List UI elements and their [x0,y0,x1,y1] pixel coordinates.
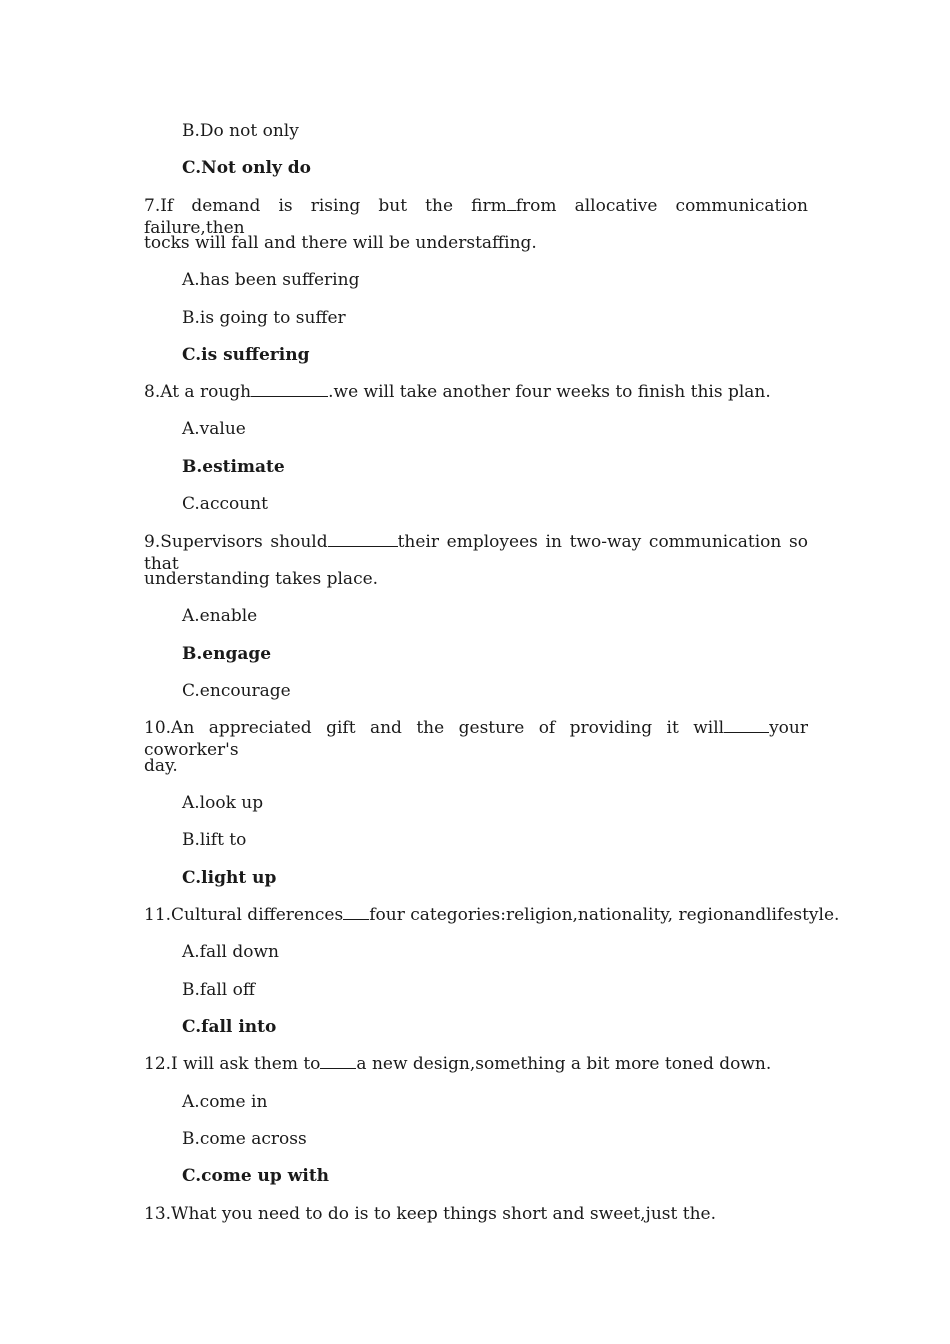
q10-blank [724,717,769,733]
q9-stem-line2: understanding takes place. [144,569,379,589]
q9-blank [328,531,398,547]
q8-blank [251,381,328,397]
q12-stem [144,1053,808,1075]
q12-blank [320,1053,356,1069]
q7-stem-line2: tocks will fall and there will be understaffing. [144,233,537,253]
q6-option-b: B.Do not only [182,121,299,141]
q7-option-c-answer: C.is suffering [182,345,310,365]
q11-stem-part2: four categories:religion,nationality, regionandlifestyle. [369,905,840,925]
q8-stem [144,381,808,403]
q13-stem: 13.What you need to do is to keep things short and sweet,just the. [144,1204,716,1224]
q11-option-a: A.fall down [182,942,280,962]
q8-option-b-answer: B.estimate [182,457,285,477]
q12-stem-part2: a new design,something a bit more toned down. [356,1054,772,1074]
q9-option-b-answer: B.engage [182,644,272,664]
q9-stem-part2: their employees in two-way communication so that [144,532,808,574]
q7-stem-part1: 7.If demand is rising but the firm [144,196,507,216]
q7-blank [507,195,516,211]
q11-blank [343,904,369,920]
q9-option-a: A.enable [182,606,258,626]
q11-option-b: B.fall off [182,980,255,1000]
q8-stem-part2: .we will take another four weeks to finish this plan. [328,382,771,402]
q8-stem-part1: 8.At a rough [144,382,252,402]
q9-stem-part1: 9.Supervisors should [144,532,328,552]
q7-option-b: B.is going to suffer [182,308,346,328]
q8-option-a: A.value [182,419,246,439]
q10-option-c-answer: C.light up [182,868,277,888]
q7-stem-part2: from allocative communication failure,then [144,196,808,238]
q7-option-a: A.has been suffering [182,270,360,290]
q12-option-a: A.come in [182,1092,268,1112]
q10-stem-part1: 10.An appreciated gift and the gesture of providing it will [144,718,725,738]
q12-stem-part1: 12.I will ask them to [144,1054,321,1074]
q12-option-c-answer: C.come up with [182,1166,330,1186]
q10-stem-line2: day. [144,756,178,776]
q8-option-c: C.account [182,494,268,514]
q9-option-c: C.encourage [182,681,291,701]
q11-stem-part1: 11.Cultural differences [144,905,344,925]
q10-option-a: A.look up [182,793,264,813]
q10-option-b: B.lift to [182,830,247,850]
q10-stem-part2: your coworker's [144,718,808,760]
q6-option-c-answer: C.Not only do [182,158,311,178]
q11-option-c-answer: C.fall into [182,1017,277,1037]
q11-stem [144,904,840,926]
q12-option-b: B.come across [182,1129,307,1149]
